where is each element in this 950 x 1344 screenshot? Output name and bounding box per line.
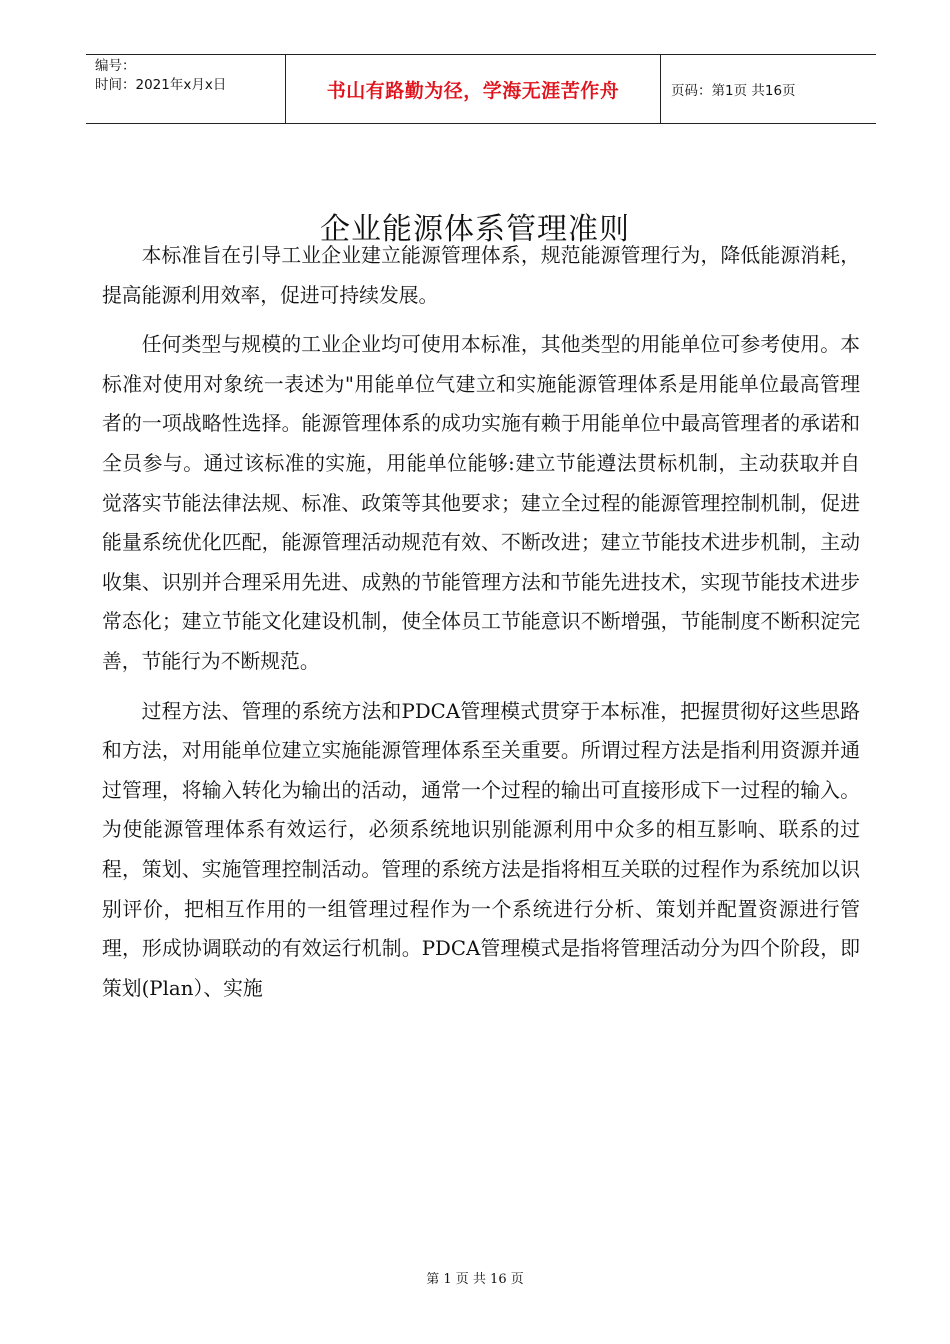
document-time-label: 时间：2021年x月x日 xyxy=(95,77,227,93)
paragraph-2: 任何类型与规模的工业企业均可使用本标准，其他类型的用能单位可参考使用。本标准对使用对象统一表述为"用能单位气建立和实施能源管理体系是用能单位最高管理者的一项战略性选择。能源管理体系的成功实施有赖于用能单位中最高管理者的承诺和全员参与。通过该标准的实施，用能单位能够:建立节能遵法贯标机制，主动获取并自觉落实节能法律法规、标准、政策等其他要求；建立全过程的能源管理控制机制，促进能量系统优化匹配，能源管理活动规范有效、不断改进；建立节能技术进步机制，主动收集、识别并合理采用先进、成熟的节能管理方法和节能先进技术，实现节能技术进步常态化；建立节能文化建设机制，使全体员工节能意识不断增强，节能制度不断积淀完善，节能行为不断规范。 xyxy=(102,333,860,673)
document-number-label: 编号： xyxy=(95,58,136,74)
header-meta xyxy=(86,55,286,123)
paragraph-3: 过程方法、管理的系统方法和PDCA管理模式贯穿于本标准，把握贯彻好这些思路和方法，对用能单位建立实施能源管理体系至关重要。所谓过程方法是指利用资源并通过管理，将输入转化为输出的活动，通常一个过程的输出可直接形成下一过程的输入。为使能源管理体系有效运行，必须系统地识别能源利用中众多的相互影响、联系的过程，策划、实施管理控制活动。管理的系统方法是指将相互关联的过程作为系统加以识别评价，把相互作用的一组管理过程作为一个系统进行分析、策划并配置资源进行管理，形成协调联动的有效运行机制。PDCA管理模式是指将管理活动分为四个阶段，即策划(Plan）、实施 xyxy=(102,699,860,1000)
document-title: 企业能源体系管理准则 xyxy=(320,212,630,248)
header-page-label: 页码：第1页 共16页 xyxy=(671,83,796,99)
header-motto: 书山有路勤为径，学海无涯苦作舟 xyxy=(286,55,661,123)
page-footer: 第 1 页 共 16 页 xyxy=(426,1272,524,1287)
document-body xyxy=(102,236,860,1018)
page-header xyxy=(86,54,876,124)
paragraph-1: 本标准旨在引导工业企业建立能源管理体系，规范能源管理行为，降低能源消耗，提高能源利用效率，促进可持续发展。 xyxy=(102,244,860,307)
